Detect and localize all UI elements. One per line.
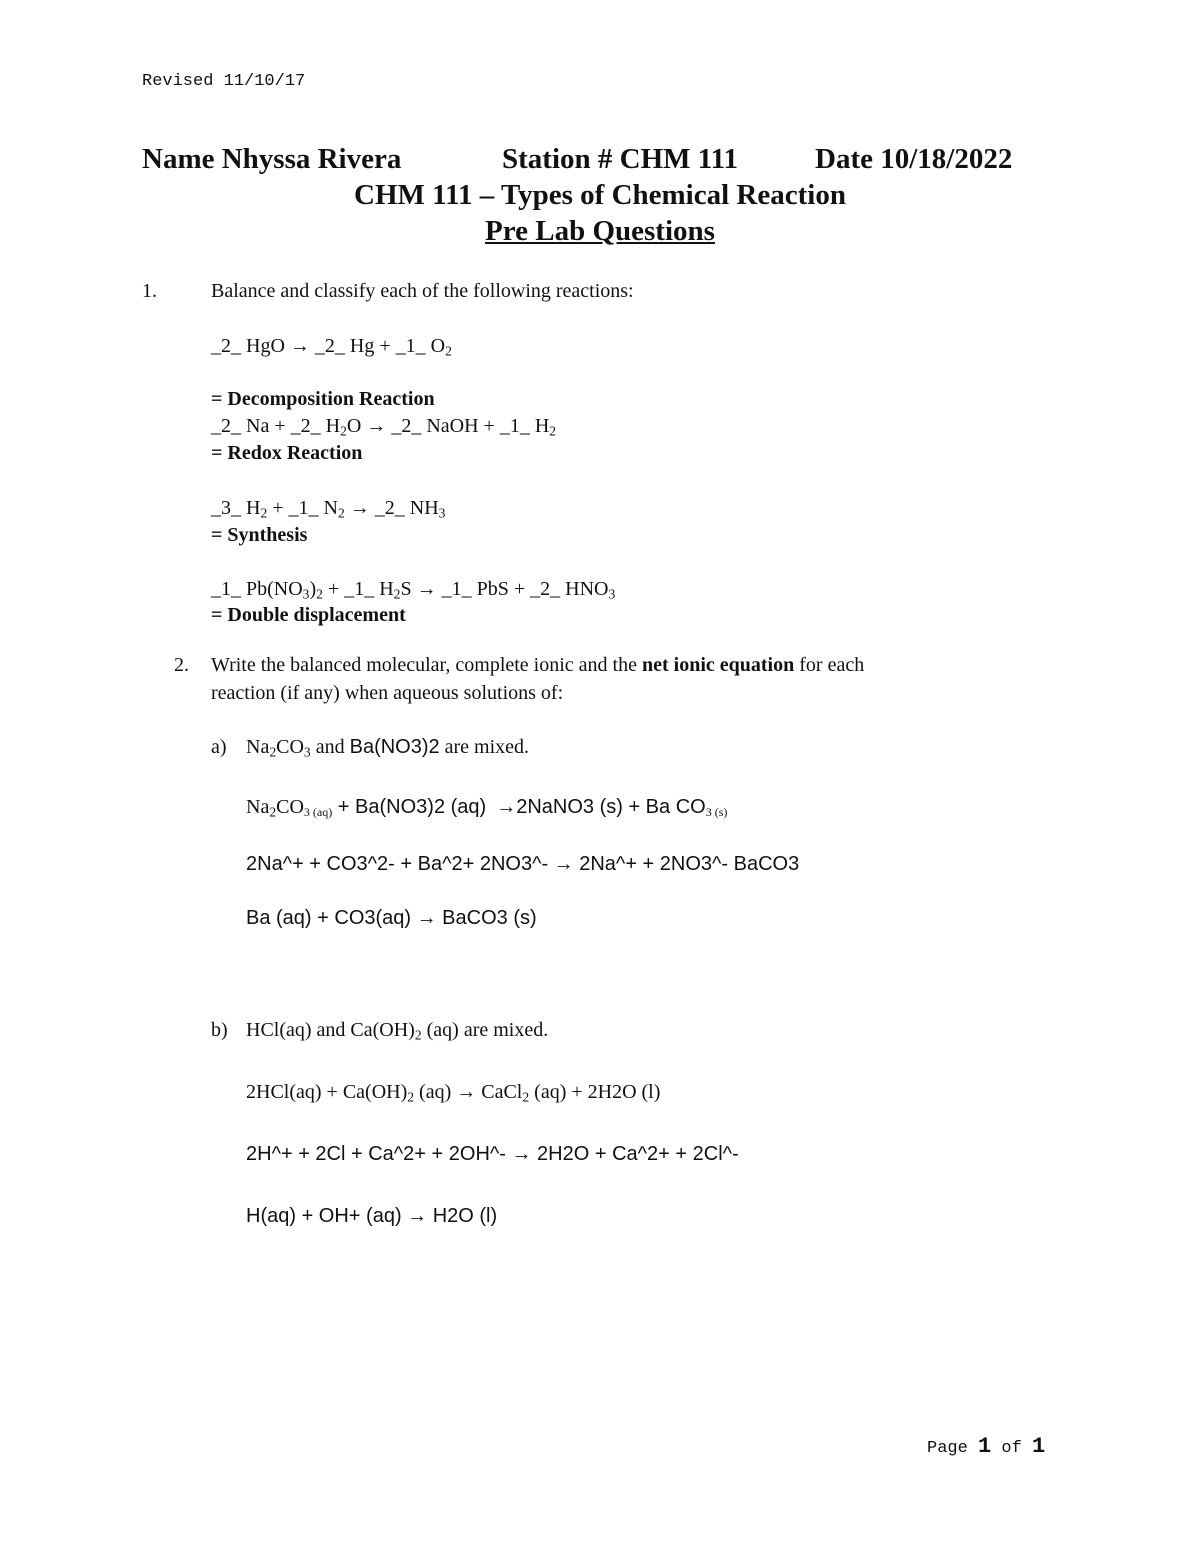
coef: _2_: [374, 497, 405, 519]
reaction-2-type: = Redox Reaction: [211, 442, 363, 464]
reaction-1-type: = Decomposition Reaction: [211, 388, 435, 410]
part-a-label: a): [211, 736, 227, 758]
part-b-question: [246, 1019, 548, 1042]
formula: + Ba(NO3)2 (aq): [332, 796, 487, 818]
document-title: CHM 111 – Types of Chemical Reaction: [354, 179, 846, 211]
subscript: 3: [303, 744, 311, 760]
lab-date: Date 10/18/2022: [815, 143, 1013, 175]
student-name: Name Nhyssa Rivera: [142, 143, 402, 175]
formula: N: [323, 497, 338, 519]
page-total: 1: [1032, 1434, 1046, 1459]
page-indicator: [927, 1434, 1045, 1459]
reaction-1-equation: [211, 335, 452, 358]
formula: (aq) + 2H2O (l): [529, 1081, 661, 1103]
coef: _2_: [530, 578, 561, 600]
subscript: 3: [608, 586, 616, 602]
coef: _1_: [288, 497, 319, 519]
part-a-net-ionic-equation: Ba (aq) + CO3(aq) → BaCO3 (s): [246, 907, 537, 929]
formula: Ba(NO3)2: [349, 736, 440, 758]
formula: H: [379, 578, 394, 600]
coef: _2_: [314, 335, 345, 357]
formula: Na: [246, 796, 270, 818]
subscript: 2: [316, 586, 323, 602]
subscript: 3 (aq): [303, 805, 333, 819]
coef: _2_: [391, 415, 422, 437]
reaction-4-equation: [211, 578, 615, 601]
formula: CO: [276, 796, 304, 818]
coef: _1_: [395, 335, 426, 357]
formula: HCl(aq) and Ca(OH): [246, 1019, 415, 1041]
reaction-3-type: = Synthesis: [211, 524, 308, 546]
document-subtitle: [0, 215, 1200, 248]
station-number: Station # CHM 111: [502, 143, 739, 175]
page-label: Page: [927, 1439, 968, 1458]
prompt-emphasis: net ionic equation: [642, 654, 795, 676]
subscript: 2: [549, 423, 557, 439]
formula: HgO →: [246, 335, 310, 357]
text: and: [310, 736, 350, 758]
formula: S →: [400, 578, 437, 600]
subscript: 2: [269, 744, 277, 760]
subscript: 3 (s): [705, 805, 728, 819]
formula: 2HCl(aq) + Ca(OH): [246, 1081, 408, 1103]
part-b-complete-ionic-equation: 2H^+ + 2Cl + Ca^2+ + 2OH^- → 2H2O + Ca^2+ + 2Cl^-: [246, 1143, 739, 1165]
subscript: 2: [337, 505, 345, 521]
text: are mixed.: [439, 736, 530, 758]
formula: (aq) → CaCl: [414, 1081, 523, 1103]
page-of-label: of: [1001, 1439, 1022, 1458]
formula: O →: [346, 415, 387, 437]
subscript: 2: [414, 1027, 422, 1043]
part-a-molecular-equation: [246, 796, 727, 819]
revision-date: Revised 11/10/17: [142, 72, 306, 91]
formula: PbS +: [476, 578, 526, 600]
formula: H: [325, 415, 341, 437]
subscript: 2: [340, 423, 347, 439]
subscript: 2: [445, 343, 452, 359]
coef: _1_: [499, 415, 530, 437]
coef: _2_: [211, 335, 241, 357]
subscript: 2: [269, 804, 277, 820]
coef: _1_: [344, 578, 375, 600]
part-a-complete-ionic-equation: 2Na^+ + CO3^2- + Ba^2+ 2NO3^- → 2Na^+ + 2NO3^- BaCO3: [246, 853, 800, 875]
formula: H: [246, 497, 261, 519]
question-1-number: 1.: [142, 280, 157, 302]
question-1-prompt: Balance and classify each of the following reactions:: [211, 280, 634, 302]
coef: _2_: [211, 415, 241, 437]
reaction-4-type: = Double displacement: [211, 604, 406, 626]
operator: +: [272, 497, 284, 519]
page-current: 1: [978, 1434, 992, 1459]
part-b-net-ionic-equation: H(aq) + OH+ (aq) → H2O (l): [246, 1205, 498, 1227]
part-a-question: [246, 736, 529, 759]
prompt-text: for each: [794, 654, 865, 676]
part-b-molecular-equation: [246, 1081, 660, 1104]
subtitle-text: Pre Lab Questions: [485, 215, 715, 247]
reaction-2-equation: [211, 415, 556, 438]
arrow: →: [349, 497, 370, 519]
coef: _1_: [441, 578, 472, 600]
formula: H: [534, 415, 550, 437]
coef: _1_: [211, 578, 241, 600]
question-2-prompt-line2: reaction (if any) when aqueous solutions of:: [211, 682, 564, 704]
formula: ): [309, 578, 317, 600]
formula: Na +: [246, 415, 286, 437]
formula: →2NaNO3 (s) + Ba CO: [496, 796, 706, 818]
subscript: 3: [302, 586, 310, 602]
formula: Pb(NO: [246, 578, 303, 600]
subscript: 2: [260, 505, 268, 521]
coef: _2_: [290, 415, 321, 437]
formula: Na: [246, 736, 270, 758]
question-2-prompt: [211, 654, 864, 677]
operator: +: [327, 578, 340, 600]
formula: CO: [276, 736, 304, 758]
subscript: 3: [438, 505, 446, 521]
question-2-number: 2.: [174, 654, 189, 676]
subscript: 2: [407, 1089, 415, 1105]
coef: _3_: [211, 497, 241, 519]
formula: NH: [409, 497, 439, 519]
formula: HNO: [565, 578, 609, 600]
text: (aq) are mixed.: [421, 1019, 549, 1041]
formula: NaOH +: [426, 415, 495, 437]
prompt-text: Write the balanced molecular, complete ionic and the: [211, 654, 642, 676]
formula: Hg +: [349, 335, 391, 357]
formula: O: [430, 335, 446, 357]
subscript: 2: [522, 1089, 530, 1105]
subscript: 2: [393, 586, 401, 602]
reaction-3-equation: [211, 497, 445, 520]
part-b-label: b): [211, 1019, 228, 1041]
